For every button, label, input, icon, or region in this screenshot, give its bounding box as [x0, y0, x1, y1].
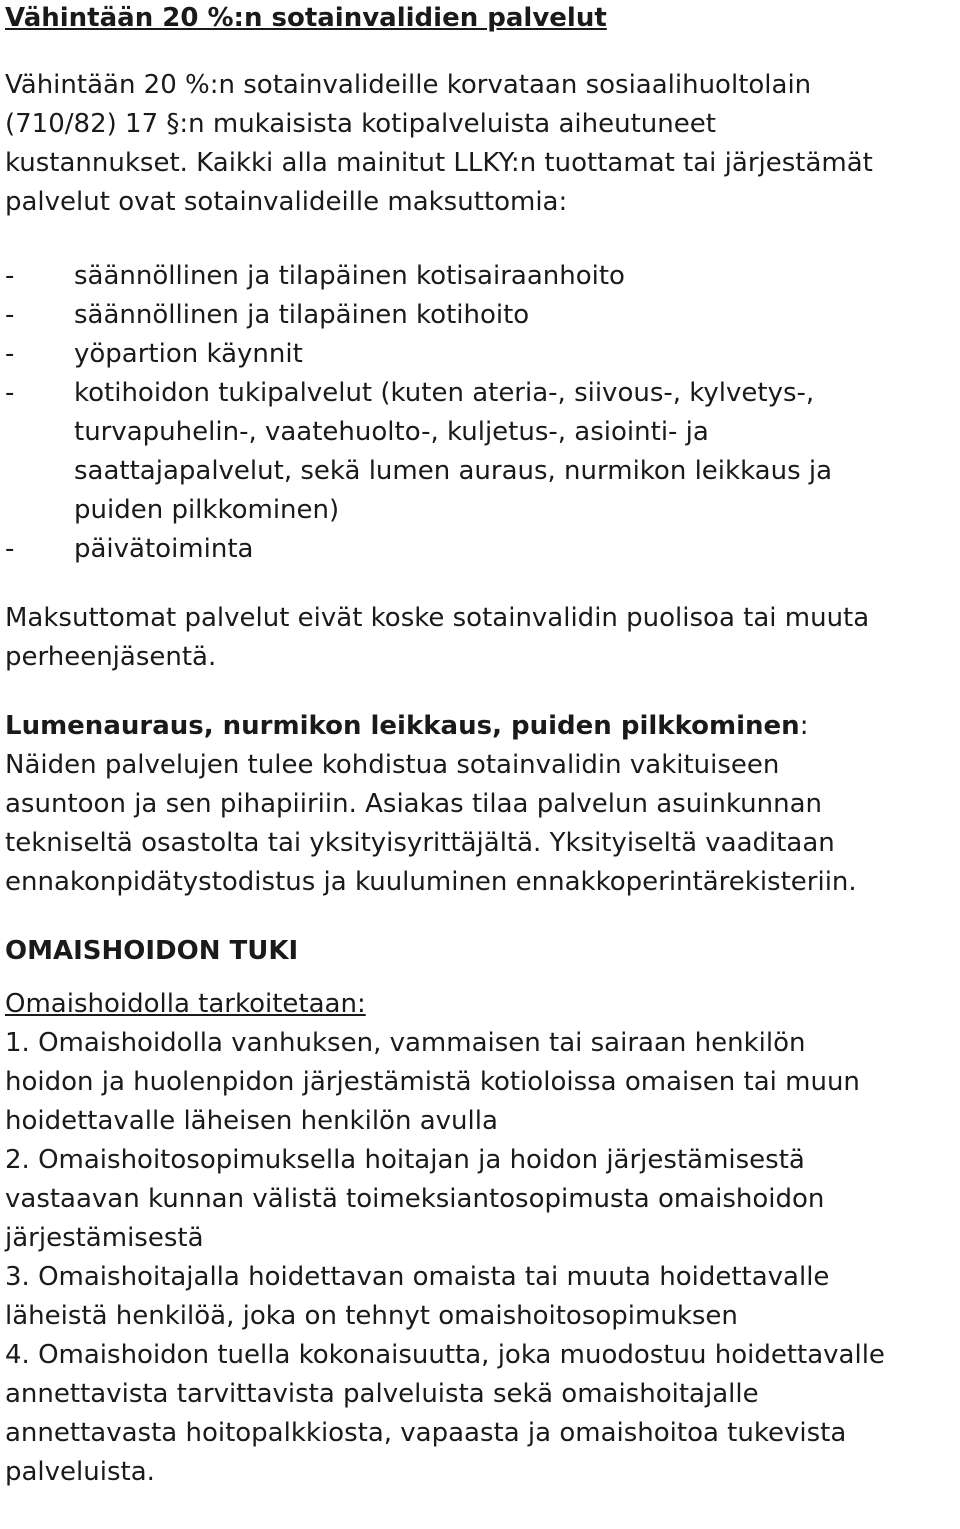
snow-section: [5, 707, 960, 902]
list-item-text: päivätoiminta: [74, 534, 254, 564]
list-item-text: säännöllinen ja tilapäinen kotisairaanhoito: [74, 261, 625, 291]
intro-paragraph: [5, 66, 960, 222]
list-dash: -: [5, 339, 15, 369]
list-dash: -: [5, 261, 15, 291]
snow-section-heading: Lumenauraus, nurmikon leikkaus, puiden pilkkominen: [5, 711, 800, 741]
free-note-line: Maksuttomat palvelut eivät koske sotainvalidin puolisoa tai muuta: [5, 603, 870, 633]
list-item: [5, 374, 960, 530]
list-item-text: säännöllinen ja tilapäinen kotihoito: [74, 300, 530, 330]
list-item: [5, 530, 960, 569]
services-list: [5, 257, 960, 569]
omaishoito-section: [5, 932, 960, 1492]
intro-line: kustannukset. Kaikki alla mainitut LLKY:n tuottamat tai järjestämät: [5, 148, 873, 178]
snow-section-heading-colon: :: [799, 711, 809, 741]
snow-section-line: Näiden palvelujen tulee kohdistua sotainvalidin vakituiseen: [5, 750, 780, 780]
list-item: [5, 296, 960, 335]
omaishoito-heading: OMAISHOIDON TUKI: [5, 936, 299, 966]
list-item-text: turvapuhelin-, vaatehuolto-, kuljetus-, asiointi- ja: [74, 417, 709, 447]
omaishoito-line: vastaavan kunnan välistä toimeksiantosopimusta omaishoidon: [5, 1184, 825, 1214]
snow-section-line: ennakonpidätystodistus ja kuuluminen ennakkoperintärekisteriin.: [5, 867, 857, 897]
snow-section-line: tekniseltä osastolta tai yksityisyrittäjältä. Yksityiseltä vaaditaan: [5, 828, 835, 858]
list-item-text: puiden pilkkominen): [74, 495, 340, 525]
omaishoito-subheading: Omaishoidolla tarkoitetaan:: [5, 989, 366, 1019]
omaishoito-line: 4. Omaishoidon tuella kokonaisuutta, joka muodostuu hoidettavalle: [5, 1340, 885, 1370]
page-title: Vähintään 20 %:n sotainvalidien palvelut: [5, 3, 607, 33]
document-page: [5, 0, 960, 1492]
free-note-line: perheenjäsentä.: [5, 642, 217, 672]
omaishoito-line: palveluista.: [5, 1457, 155, 1487]
list-dash: -: [5, 534, 15, 564]
omaishoito-line: hoidon ja huolenpidon järjestämistä kotioloissa omaisen tai muun: [5, 1067, 860, 1097]
omaishoito-line: järjestämisestä: [5, 1223, 204, 1253]
free-note-paragraph: [5, 599, 960, 677]
intro-line: (710/82) 17 §:n mukaisista kotipalveluista aiheutuneet: [5, 109, 716, 139]
snow-section-heading-line: [5, 707, 960, 746]
list-item-text: saattajapalvelut, sekä lumen auraus, nurmikon leikkaus ja: [74, 456, 833, 486]
list-dash: -: [5, 300, 15, 330]
omaishoito-line: hoidettavalle läheisen henkilön avulla: [5, 1106, 498, 1136]
snow-section-line: asuntoon ja sen pihapiiriin. Asiakas tilaa palvelun asuinkunnan: [5, 789, 822, 819]
omaishoito-line: annettavista tarvittavista palveluista sekä omaishoitajalle: [5, 1379, 759, 1409]
omaishoito-line: 3. Omaishoitajalla hoidettavan omaista tai muuta hoidettavalle: [5, 1262, 830, 1292]
omaishoito-line: 1. Omaishoidolla vanhuksen, vammaisen tai sairaan henkilön: [5, 1028, 806, 1058]
list-dash: -: [5, 378, 15, 408]
list-item: [5, 257, 960, 296]
list-item-text: kotihoidon tukipalvelut (kuten ateria-, siivous-, kylvetys-,: [74, 378, 815, 408]
intro-line: palvelut ovat sotainvalideille maksuttomia:: [5, 187, 568, 217]
list-item-text: yöpartion käynnit: [74, 339, 303, 369]
omaishoito-line: annettavasta hoitopalkkiosta, vapaasta ja omaishoitoa tukevista: [5, 1418, 847, 1448]
intro-line: Vähintään 20 %:n sotainvalideille korvataan sosiaalihuoltolain: [5, 70, 812, 100]
omaishoito-line: läheistä henkilöä, joka on tehnyt omaishoitosopimuksen: [5, 1301, 738, 1331]
list-item: [5, 335, 960, 374]
omaishoito-line: 2. Omaishoitosopimuksella hoitajan ja hoidon järjestämisestä: [5, 1145, 805, 1175]
